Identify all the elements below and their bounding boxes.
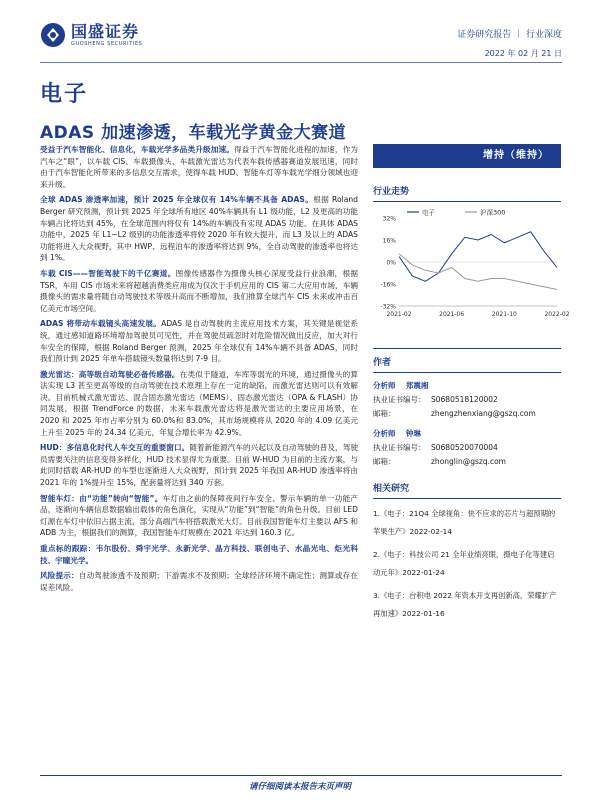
report-type: 证券研究报告 ｜ 行业深度: [457, 30, 562, 40]
paragraph-body: 得益于汽车智能化进程的加速，作为汽车之“眼”，以车载 CIS、车载摄像头、车载激光雷达为代表车载传感器赛道发展迅速，同时由于汽车智能化所带来的多信息交互需求，使得车载 HUD、智能车灯等车载光学细分领域也迎来升级。: [40, 145, 359, 189]
paragraph: [40, 369, 358, 439]
footer-divider: [40, 775, 562, 776]
legend-label: 沪深300: [480, 208, 506, 217]
paragraph-body: ADAS 是自动驾驶的主流应用技术方案，其关键是视觉系统，通过感知道路环境增加驾驶员可见性，并在驾驶员疏忽时对危险情况做出反应，加大对行车安全的保障，根据 Roland Berger 预测，2025 年全球仅有 14%车辆不具备 ADAS，同时我们预计到 2025 年单车搭载镜头数量将达到 7-9 目。: [40, 319, 358, 364]
analyst-label: 分析师: [373, 429, 396, 438]
analyst-name: 郑震湘: [405, 381, 429, 390]
paragraph-lead: ADAS 将带动车载镜头高速发展。: [40, 319, 162, 329]
analyst-2-cert: [373, 441, 561, 455]
x-tick-label: 2021-02: [386, 311, 412, 318]
x-tick-label: 2021-10: [491, 311, 517, 318]
paragraph: [40, 493, 358, 539]
trend-chart-svg: [373, 206, 570, 326]
paragraph: [40, 144, 358, 190]
analyst-2: [373, 427, 561, 441]
paragraph-body: 图像传感器作为摄像头核心深度受益行业浪潮，根据 TSR，车用 CIS 市场未来将超越消费类应用成为仅次于手机应用的 CIS 第二大应用市场，车辆摄像头的需求量将随自动驾驶技术等级升高而不断增加，我们推算全球汽车 CIS 未来或冲击百亿美元市场空间。: [40, 268, 358, 313]
analyst-1: [373, 379, 561, 393]
series-line-electronics: [399, 232, 557, 281]
series-line-hs300: [399, 254, 557, 290]
paragraph: [40, 318, 358, 364]
paragraph-lead: 全球 ADAS 渗透率加速，预计 2025 年全球仅有 14%车辆不具备 ADAS。: [40, 195, 314, 205]
authors-title: 作者: [373, 355, 561, 373]
header-divider: [40, 62, 562, 63]
footer-note: 请仔细阅读本报告末页声明: [248, 782, 351, 792]
related-item-text: 3.《电子：台积电 2022 年资本开支再创新高，荣耀扩产再加速》: [373, 591, 557, 618]
section-divider: [373, 348, 561, 349]
related-item-text: 1.《电子：21Q4 全球视角：快不应求的芯片与超预期的苹果生产》: [373, 509, 556, 536]
report-title: ADAS 加速渗透，车载光学黄金大赛道: [40, 123, 347, 143]
cert-label: 执业证书编号：: [373, 443, 426, 452]
company-logo: [40, 22, 142, 48]
cert-number: S0680520070004: [431, 443, 498, 452]
analyst-name: 钟琳: [405, 429, 421, 438]
paragraph: [40, 442, 358, 488]
paragraph: [40, 570, 358, 593]
rating-badge: 增持（维持）: [373, 144, 561, 168]
legend-label: 电子: [422, 208, 435, 217]
analyst-label: 分析师: [373, 381, 396, 390]
y-tick-label: 0%: [386, 259, 396, 267]
related-item-date: 2022-01-24: [402, 568, 445, 577]
summary-body: [40, 144, 358, 597]
paragraph-body: 根据 Roland Berger 研究预测，预计到 2025 年全球所有地区 40%车辆具有 L1 级功能，L2 及更高的功能车辆占比将达到 45%，在全球范围内将仅有 14%的车辆没有实现 ADAS 功能。在具体 ADAS 功能中，2025 年 L1~L2 级别的功能渗透率将较 2020 年有较大提升，而 L3 及以上的 ADAS 功能将进入大众视野，其中 HWP、远程泊车的渗透率将达到 9%，全自动驾驶的渗透率也将达到 1%。: [40, 195, 358, 263]
related-item[interactable]: [373, 546, 561, 582]
paragraph-body: 随着新能源汽车的兴起以及自动驾驶的普及，驾驶员需要关注的信息变得多样化，HUD 技术显得尤为重要。目前 W-HUD 为目前的主流方案，与此同时搭载 AR-HUD 的车型也逐渐进入大众视野，预计到 2025 年我国 AR-HUD 渗透率将由 2021 年的 1%提升至 15%，配套量将达到 340 万套。: [40, 443, 358, 488]
related-item-date: 2022-02-14: [409, 527, 452, 536]
y-tick-label: 32%: [382, 215, 396, 223]
trend-chart: [373, 206, 570, 326]
related-list: [373, 505, 561, 623]
paragraph-lead: 受益于汽车智能化、信息化，车载光学多品类升级加速。: [40, 145, 235, 154]
related-title: 相关研究: [373, 481, 561, 499]
logo-name-cn: 国盛证券: [71, 21, 140, 41]
related-item-date: 2022-01-16: [402, 609, 445, 618]
y-tick-label: -16%: [380, 281, 396, 289]
sector-name: 电子: [40, 82, 89, 107]
paragraph: [40, 268, 358, 314]
paragraph: [40, 194, 358, 264]
x-tick-label: 2022-02: [544, 311, 570, 318]
paragraph-lead: 风险提示：: [40, 571, 79, 581]
cert-number: S0680518120002: [431, 395, 498, 404]
paragraph-lead: 重点标的跟踪：韦尔股份、舜宇光学、永新光学、晶方科技、联创电子、水晶光电、炬光科技、宇瞳光学。: [40, 544, 358, 565]
y-tick-label: -32%: [380, 303, 396, 311]
related-item-text: 2.《电子：科技公司 21 全年业绩亮眼，摄电子化等建启动元年》: [373, 550, 555, 577]
logo-name-en: GUOSHENG SECURITIES: [71, 40, 143, 47]
analyst-1-cert: [373, 393, 561, 407]
paragraph-body: 在类似于隧道，车库等弱光的环境，通过摄像头的算法实现 L3 甚至更高等级的自动驾驶在技术原理上存在一定的缺陷，而激光雷达则可以有效解决。目前机械式激光雷达、混合固态激光雷达（MEMS）、固态激光雷达（OPA & FLASH）协同发展，根据 TrendForce 的数据，未来车载激光雷达将是激光雷达的主要应用场景，在 2020 和 2025 年市占率分别为 60.0%和 83.0%，其市场规模将从 2020 年的 4.09 亿美元上升至 2025 年的 24.34 亿美元，年复合增长率为 42.9%。: [40, 369, 359, 437]
mail-address[interactable]: zhengzhenxiang@gszq.com: [431, 409, 536, 418]
logo-icon: [40, 22, 66, 48]
report-date: 2022 年 02 月 21 日: [484, 49, 562, 58]
paragraph-lead: 激光雷达：高等级自动驾驶必备传感器。: [40, 369, 180, 379]
paragraph-body: 自动驾驶渗透不及预期；下游需求不及预期；全球经济环境不确定性；测算或存在误差风险。: [40, 571, 359, 592]
trend-title: 行业走势: [373, 184, 561, 202]
paragraph-lead: 智能车灯：由“功能”转向“智能”。: [40, 493, 163, 503]
analyst-2-mail: [373, 455, 561, 469]
related-item[interactable]: [373, 505, 561, 541]
paragraph-lead: 车载 CIS——智能驾驶下的千亿赛道。: [40, 268, 176, 278]
paragraph-lead: HUD：多信息化时代人车交互的重要窗口。: [40, 443, 190, 453]
x-tick-label: 2021-06: [439, 311, 465, 318]
mail-label: 邮箱：: [373, 409, 396, 418]
related-item[interactable]: [373, 587, 561, 623]
analyst-1-mail: [373, 407, 561, 421]
mail-label: 邮箱：: [373, 457, 396, 466]
sidebar: [373, 144, 570, 628]
y-tick-label: 16%: [382, 237, 396, 245]
cert-label: 执业证书编号：: [373, 395, 426, 404]
paragraph: [40, 543, 358, 566]
mail-address[interactable]: zhonglin@gszq.com: [431, 457, 506, 466]
paragraph-body: 车灯由之前的保障夜间行车安全、警示车辆的单一功能产品，逐渐向车辆信息数据输出载体的角色演化，实现从“功能”到“智能”的角色升级。目前 LED 灯源在车灯中依旧占据主流，部分高端汽车将搭载激光大灯。目前我国智能车灯主要以 AFS 和 ADB 为主，根据我们的测算，我国智能车灯规模在 2021 年达到 160.3 亿。: [40, 493, 358, 538]
